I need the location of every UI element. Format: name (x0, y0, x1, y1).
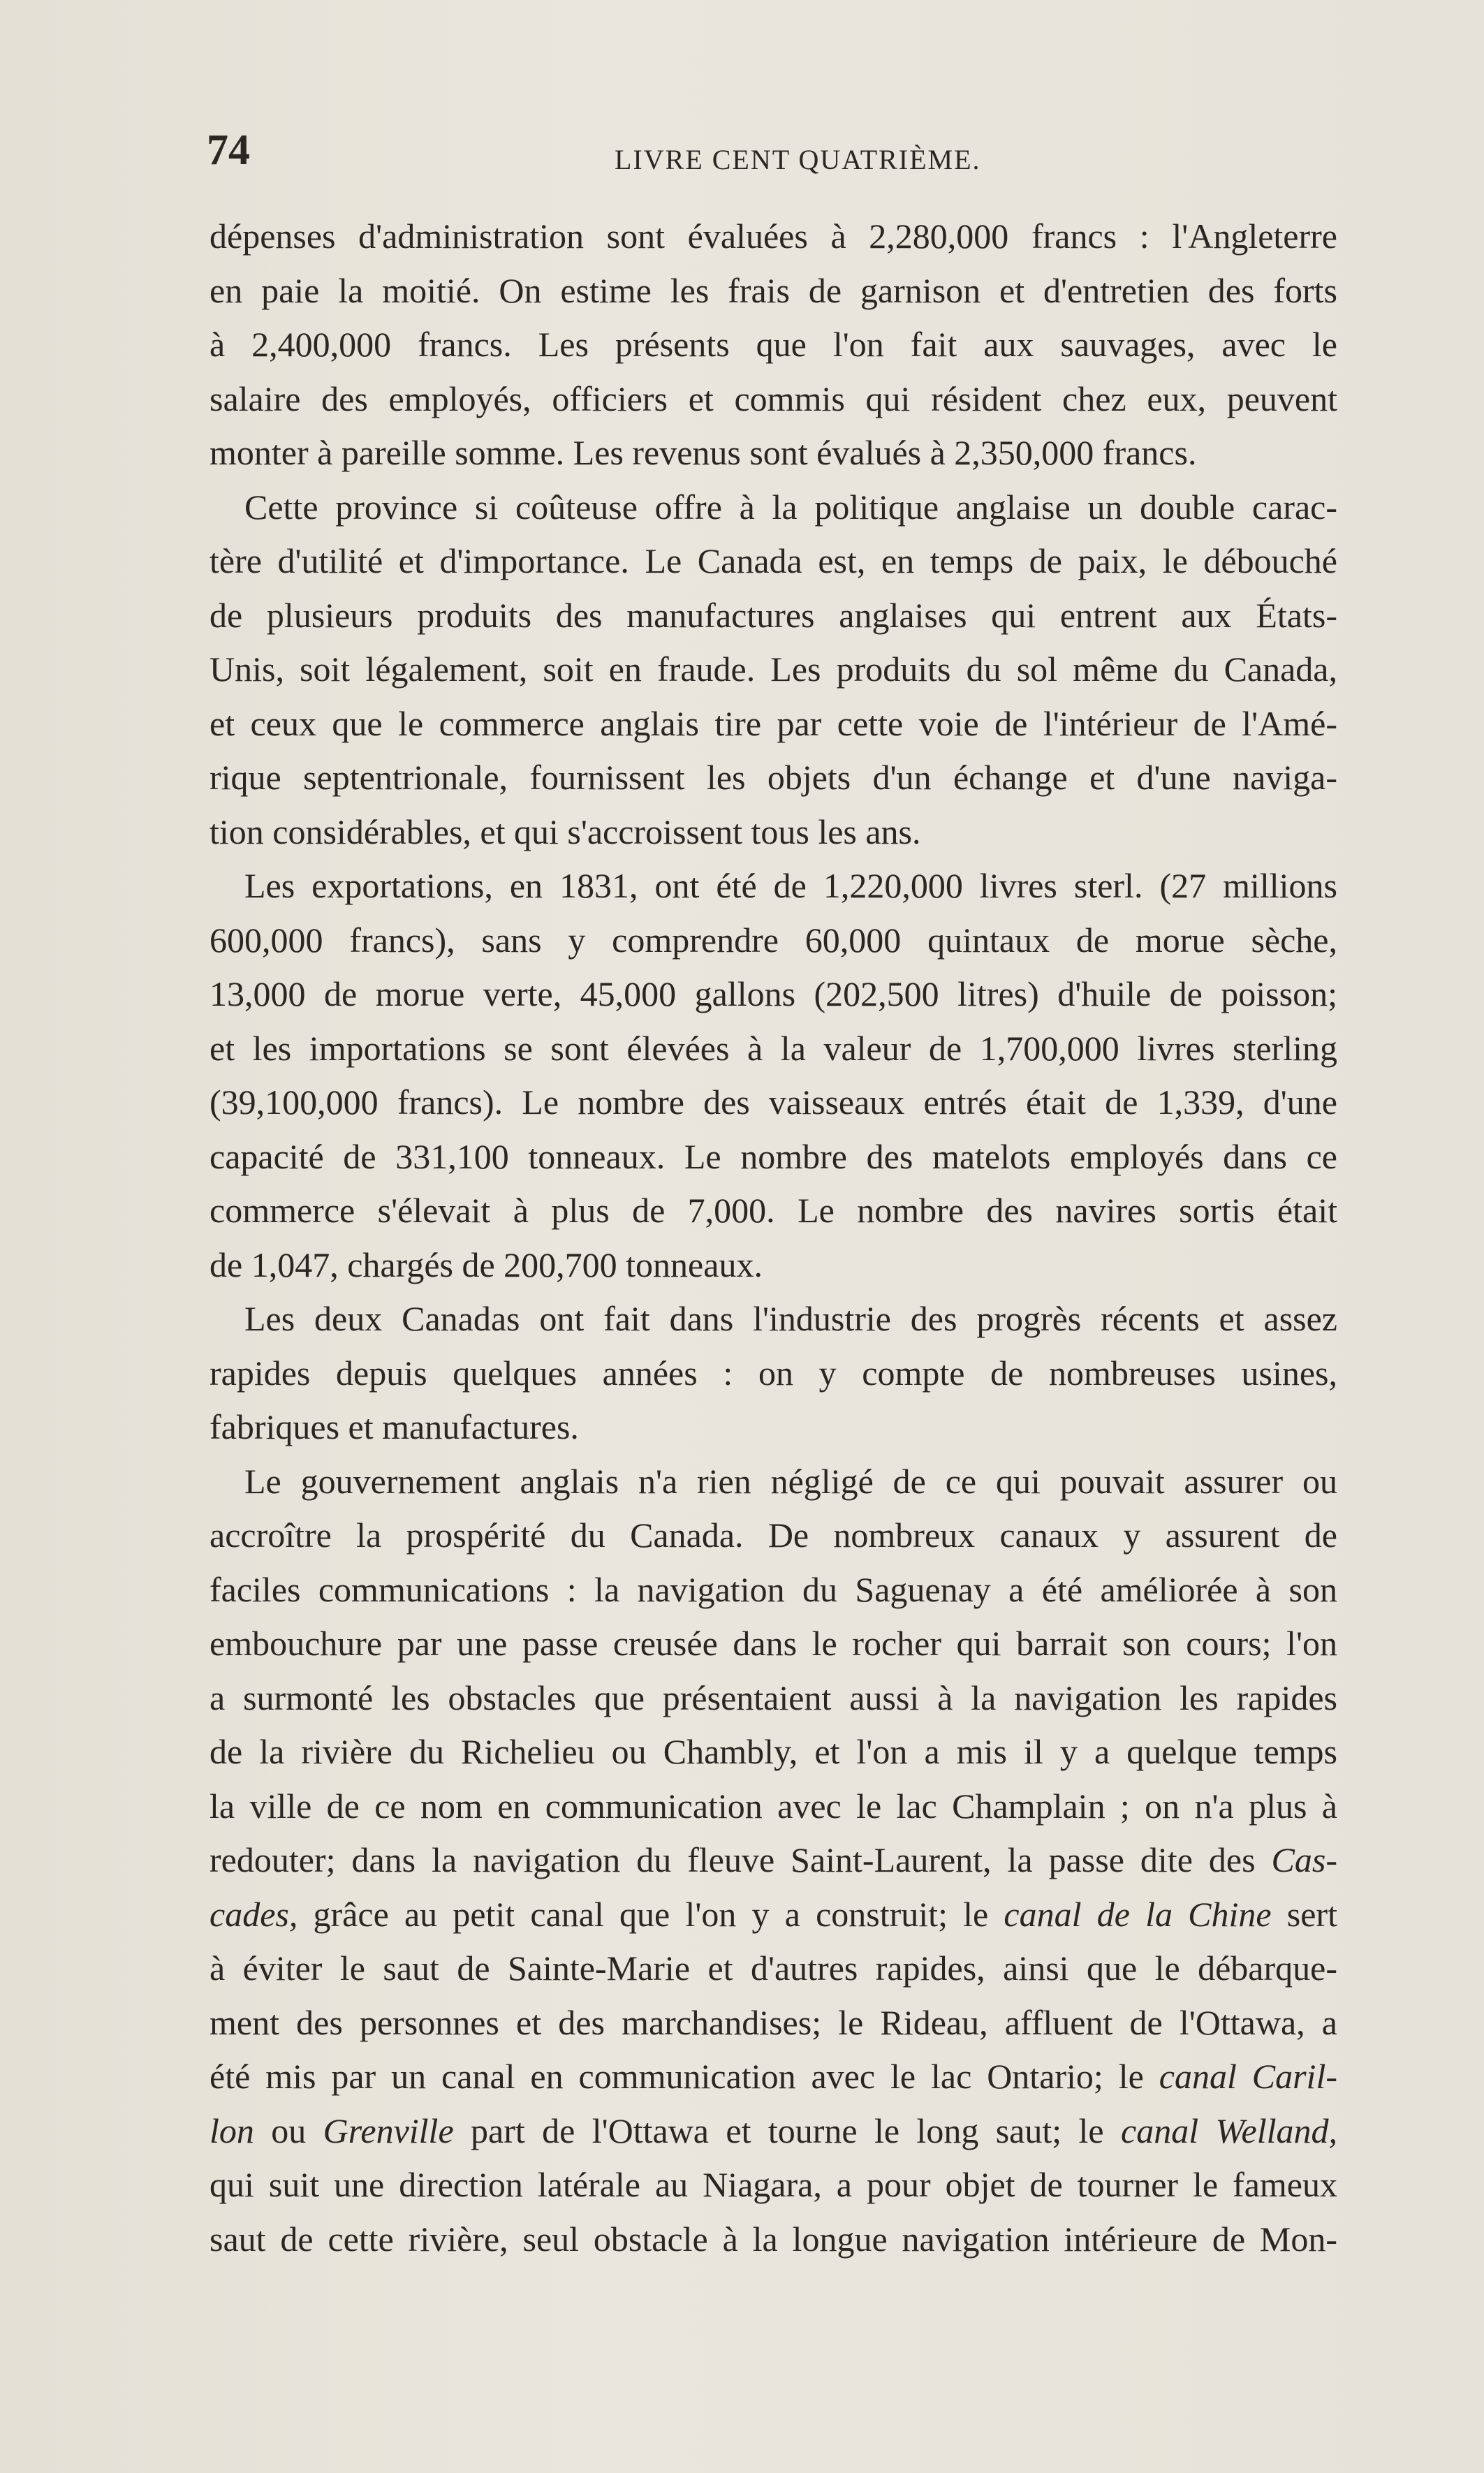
text-run: rique septentrionale, fournissent les objets d'un échange et d'une naviga- (210, 758, 1337, 797)
text-line (210, 1617, 1337, 1671)
text-run: ou (254, 2111, 323, 2150)
text-line (210, 1996, 1337, 2050)
italic-text: canal Caril- (1159, 2057, 1337, 2096)
text-line (210, 1509, 1337, 1563)
text-run: tion considérables, et qui s'accroissent tous les ans. (210, 812, 921, 851)
text-run: à éviter le saut de Sainte-Marie et d'autres rapides, ainsi que le débarque- (210, 1949, 1337, 1988)
italic-text: Cas- (1271, 1840, 1337, 1879)
text-line (210, 1184, 1337, 1238)
text-line (210, 589, 1337, 643)
text-run: rapides depuis quelques années : on y compte de nombreuses usines, (210, 1353, 1337, 1393)
text-line (210, 210, 1337, 264)
text-run: part de l'Ottawa et tourne le long saut; le (453, 2111, 1121, 2150)
text-run: redouter; dans la navigation du fleuve Saint-Laurent, la passe dite des (210, 1840, 1272, 1879)
text-line (210, 372, 1337, 427)
text-run: Les deux Canadas ont fait dans l'industrie des progrès récents et assez (244, 1299, 1337, 1338)
text-run: tère d'utilité et d'importance. Le Canada est, en temps de paix, le débouché (210, 541, 1337, 580)
text-line (210, 318, 1337, 372)
italic-text: canal Welland, (1121, 2111, 1338, 2150)
text-run: ment des personnes et des marchandises; le Rideau, affluent de l'Ottawa, a (210, 2002, 1337, 2042)
text-run: capacité de 331,100 tonneaux. Le nombre des matelots employés dans ce (210, 1136, 1337, 1176)
text-run: Les exportations, en 1831, ont été de 1,220,000 livres sterl. (27 millions (244, 866, 1337, 905)
text-run: saut de cette rivière, seul obstacle à la longue navigation intérieure de Mon- (210, 2219, 1337, 2259)
text-run: grâce au petit canal que l'on y a construit; le (297, 1894, 1004, 1934)
page-number: 74 (207, 126, 250, 174)
text-line (210, 426, 1337, 480)
text-run: commerce s'élevait à plus de 7,000. Le nombre des navires sortis était (210, 1191, 1337, 1230)
text-line (210, 2213, 1337, 2267)
text-line (210, 1725, 1337, 1779)
text-run: et les importations se sont élevées à la valeur de 1,700,000 livres sterling (210, 1028, 1337, 1068)
text-run: Le gouvernement anglais n'a rien négligé de ce qui pouvait assurer ou (244, 1461, 1337, 1501)
text-run: de 1,047, chargés de 200,700 tonneaux. (210, 1245, 763, 1284)
text-run: été mis par un canal en communication avec le lac Ontario; le (210, 2057, 1159, 2096)
text-run: monter à pareille somme. Les revenus sont évalués à 2,350,000 francs. (210, 433, 1197, 472)
text-line (210, 751, 1337, 805)
text-run: de plusieurs produits des manufactures anglaises qui entrent aux États- (210, 595, 1337, 635)
text-line (210, 1400, 1337, 1455)
text-run: qui suit une direction latérale au Niagara, a pour objet de tourner le fameux (210, 2165, 1337, 2204)
text-line (210, 264, 1337, 318)
text-run: accroître la prospérité du Canada. De nombreux canaux y assurent de (210, 1516, 1337, 1555)
text-line (210, 643, 1337, 697)
text-run: de la rivière du Richelieu ou Chambly, et l'on a mis il y a quelque temps (210, 1732, 1337, 1771)
text-line (210, 1238, 1337, 1293)
text-run: et ceux que le commerce anglais tire par cette voie de l'intérieur de l'Amé- (210, 703, 1337, 743)
text-run: sert (1271, 1894, 1337, 1934)
text-run: a surmonté les obstacles que présentaient aussi à la navigation les rapides (210, 1678, 1337, 1717)
text-line (210, 2050, 1337, 2104)
text-line (210, 480, 1337, 535)
text-line (210, 1346, 1337, 1401)
text-line (210, 697, 1337, 751)
text-line (210, 967, 1337, 1022)
text-line (210, 1779, 1337, 1834)
text-line (210, 1022, 1337, 1076)
text-line (210, 1455, 1337, 1509)
text-run: dépenses d'administration sont évaluées à 2,280,000 francs : l'Angleterre (210, 217, 1337, 256)
text-line (210, 805, 1337, 860)
text-run: la ville de ce nom en communication avec le lac Champlain ; on n'a plus à (210, 1786, 1337, 1826)
text-line (210, 2104, 1337, 2159)
text-run: faciles communications : la navigation du Saguenay a été améliorée à son (210, 1569, 1337, 1609)
italic-text: cades, (210, 1894, 298, 1934)
text-run: Cette province si coûteuse offre à la politique anglaise un double carac- (244, 487, 1337, 527)
text-run: Unis, soit légalement, soit en fraude. Les produits du sol même du Canada, (210, 650, 1337, 689)
text-line (210, 1671, 1337, 1726)
text-line (210, 1942, 1337, 1996)
text-run: 13,000 de morue verte, 45,000 gallons (202,500 litres) d'huile de poisson; (210, 974, 1337, 1013)
text-line (210, 1130, 1337, 1184)
italic-text: canal de la Chine (1004, 1894, 1272, 1934)
text-run: 600,000 francs), sans y comprendre 60,000 quintaux de morue sèche, (210, 920, 1337, 960)
text-run: en paie la moitié. On estime les frais de garnison et d'entretien des forts (210, 270, 1337, 310)
text-line (210, 1833, 1337, 1888)
running-head: LIVRE CENT QUATRIÈME. (615, 144, 981, 175)
text-line (210, 534, 1337, 589)
text-line (210, 1292, 1337, 1346)
text-line (210, 2158, 1337, 2213)
text-run: à 2,400,000 francs. Les présents que l'on fait aux sauvages, avec le (210, 325, 1337, 364)
text-line (210, 1888, 1337, 1942)
text-run: embouchure par une passe creusée dans le rocher qui barrait son cours; l'on (210, 1624, 1337, 1663)
text-run: salaire des employés, officiers et commis qui résident chez eux, peuvent (210, 379, 1337, 418)
text-line (210, 1563, 1337, 1617)
text-line (210, 913, 1337, 968)
italic-text: lon (210, 2111, 254, 2150)
text-line (210, 1076, 1337, 1130)
text-line (210, 859, 1337, 913)
text-run: (39,100,000 francs). Le nombre des vaisseaux entrés était de 1,339, d'une (210, 1083, 1337, 1122)
italic-text: Grenville (323, 2111, 454, 2150)
body-text (210, 210, 1337, 2266)
text-run: fabriques et manufactures. (210, 1407, 579, 1446)
